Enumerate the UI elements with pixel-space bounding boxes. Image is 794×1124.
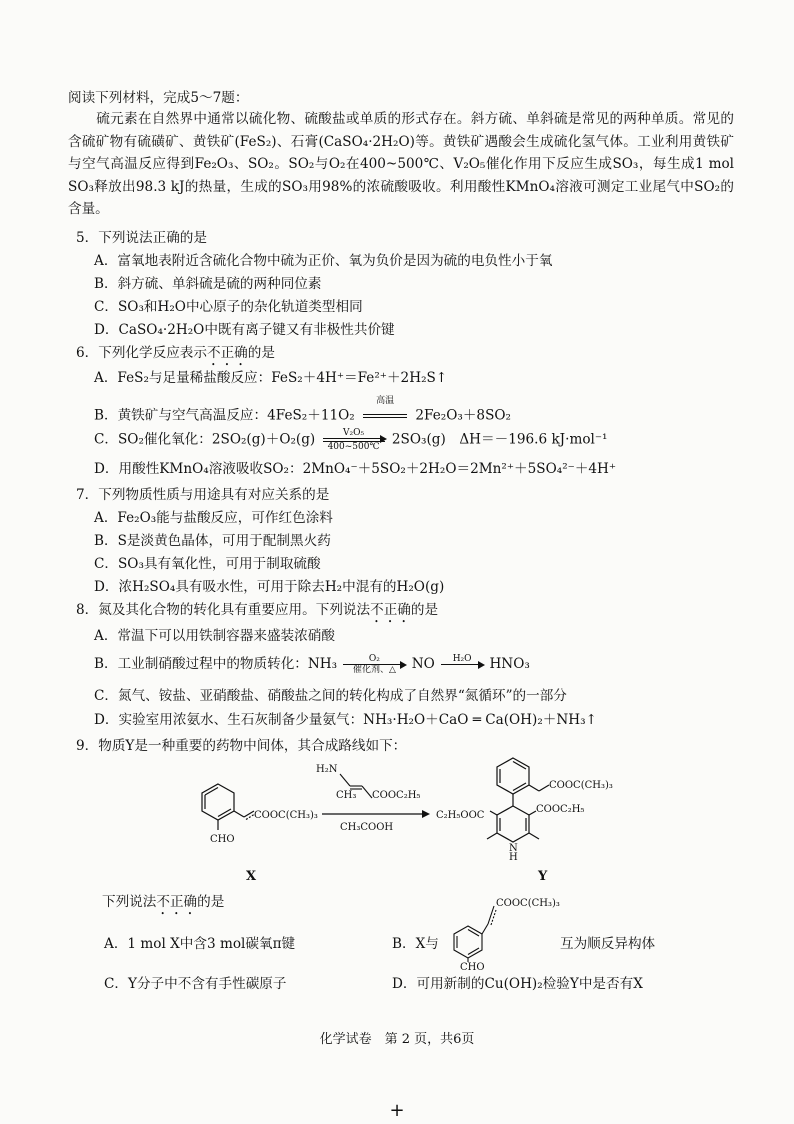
synthesis-scheme xyxy=(190,756,670,882)
q8-b-reagent-2: H₂O xyxy=(452,654,472,664)
q8-b-arrow-2 xyxy=(441,654,483,675)
q9-b-ester-label: COOC(CH₃)₃ xyxy=(496,898,560,909)
reagent-ester-label: COOC₂H₅ xyxy=(372,790,421,801)
y-ester-right-label: COOC₂H₅ xyxy=(536,804,585,815)
q8-stem-post: 的是 xyxy=(410,602,439,618)
reading-material-text: 硫元素在自然界中通常以硫化物、硫酸盐或单质的形式存在。斜方硫、单斜硫是常见的两种单质。常见的含硫矿物有硫磺矿、黄铁矿(FeS₂)、石膏(CaSO₄·2H₂O)等。黄铁矿遇酸会生成硫化氢气体。工业利用黄铁矿与空气高温反应得到Fe₂O₃、SO₂。SO₂与O₂在400~500℃、V₂O₅催化作用下反应生成SO₃，每生成1 mol SO₃释放出98.3 kJ的热量，生成的SO₃用98%的浓硫酸吸收。利用酸性KMnO₄溶液可测定工业尾气中SO₂的含量。 xyxy=(68,111,734,217)
compound-y-label: Y xyxy=(538,869,548,882)
x-cho-label: CHO xyxy=(210,834,235,845)
reagent-ch3-label: CH₃ xyxy=(336,790,357,801)
y-hydrogen-label: H xyxy=(509,852,518,863)
q8-b-reagent-1: O₂ xyxy=(368,654,380,664)
reagent-nh2-label: H₂N xyxy=(316,764,338,775)
page-footer: 化学试卷 第 2 页，共6页 xyxy=(319,1032,475,1047)
q6-option-d: D．用酸性KMnO₄溶液吸收SO₂：2MnO₄⁻＋5SO₂＋2H₂O＝2Mn²⁺＋5SO₄²⁻＋4H⁺ xyxy=(94,461,617,477)
q8-b-product: HNO₃ xyxy=(489,656,530,672)
q8-option-c: C．氮气、铵盐、亚硝酸盐、硝酸盐之间的转化构成了自然界“氮循环”的一部分 xyxy=(94,688,567,704)
q7-option-b: B．S是淡黄色晶体，可用于配制黑火药 xyxy=(94,533,331,549)
reagent-acid-label: CH₃COOH xyxy=(340,822,394,833)
y-nitrogen-label: N xyxy=(509,843,518,854)
q6-c-temperature: 400~500℃ xyxy=(327,442,380,452)
q9-option-b-post: 互为顺反异构体 xyxy=(560,936,656,952)
q9-option-b-pre: B．X与 xyxy=(392,936,439,952)
q9-b-cho-label: CHO xyxy=(460,962,485,972)
q8-option-d: D．实验室用浓氨水、生石灰制备少量氨气：NH₃·H₂O＋CaO ═ Ca(OH)₂＋NH₃↑ xyxy=(94,712,597,728)
q8-b-start: B．工业制硝酸过程中的物质转化：NH₃ xyxy=(94,656,338,672)
q7-option-c: C．SO₃具有氧化性，可用于制取硫酸 xyxy=(94,556,321,572)
q5-option-d: D．CaSO₄·2H₂O中既有离子键又有非极性共价键 xyxy=(94,322,395,338)
q6-option-c xyxy=(94,428,608,452)
q8-option-a: A．常温下可以用铁制容器来盛装浓硝酸 xyxy=(94,628,335,644)
q8-stem-pre: 8．氮及其化合物的转化具有重要应用。下列说法 xyxy=(76,602,371,618)
compound-y-structure xyxy=(487,758,549,842)
q8-stem xyxy=(76,600,438,626)
q9-option-c: C．Y分子中不含有手性碳原子 xyxy=(104,976,287,992)
compound-x-label: X xyxy=(246,869,257,882)
q5-option-b: B．斜方硫、单斜硫是硫的两种同位素 xyxy=(94,276,322,292)
q8-b-catalyst: 催化剂、△ xyxy=(352,665,396,675)
q6-c-equilibrium-arrow xyxy=(323,428,385,452)
q9-substem-emphasis: 不正确 xyxy=(156,894,198,910)
q5-stem: 5．下列说法正确的是 xyxy=(76,230,207,246)
q9-substem-pre: 下列说法 xyxy=(102,894,157,910)
q6-b-reactants: B．黄铁矿与空气高温反应：4FeS₂＋11O₂ xyxy=(94,407,355,424)
q7-stem: 7．下列物质性质与用途具有对应关系的是 xyxy=(76,487,330,503)
q6-option-a: A．FeS₂与足量稀盐酸反应：FeS₂＋4H⁺＝Fe²⁺＋2H₂S↑ xyxy=(94,370,448,386)
q6-stem-emphasis: 不正确 xyxy=(207,345,248,361)
q9-option-b-structure xyxy=(448,892,560,972)
q9-substem xyxy=(102,892,224,918)
q7-option-d: D．浓H₂SO₄具有吸水性，可用于除去H₂中混有的H₂O(g) xyxy=(94,579,445,595)
y-ester-top-label: COOC(CH₃)₃ xyxy=(549,780,613,791)
q5-option-a: A．富氧地表附近含硫化合物中硫为正价、氧为负价是因为硫的电负性小于氧 xyxy=(94,253,553,269)
q9-option-d: D．可用新制的Cu(OH)₂检验Y中是否有X xyxy=(392,976,643,992)
q5-option-c: C．SO₃和H₂O中心原子的杂化轨道类型相同 xyxy=(94,299,363,315)
registration-cross: + xyxy=(389,1100,405,1121)
q9-stem: 9．物质Y是一种重要的药物中间体，其合成路线如下： xyxy=(76,738,407,754)
q6-c-reactants: C．SO₂催化氧化：2SO₂(g)＋O₂(g) xyxy=(94,431,316,448)
q6-c-products: 2SO₃(g) ΔH＝－196.6 kJ·mol⁻¹ xyxy=(391,431,608,448)
x-ester-label: COOC(CH₃)₃ xyxy=(254,810,318,821)
q6-b-products: 2Fe₂O₃＋8SO₂ xyxy=(415,407,511,424)
q8-stem-emphasis: 不正确 xyxy=(370,602,411,618)
reading-material xyxy=(68,108,734,221)
compound-x-structure xyxy=(202,784,254,830)
q8-b-arrow-1 xyxy=(343,654,405,675)
q6-b-condition: 高温 xyxy=(376,396,395,406)
q6-c-catalyst: V₂O₅ xyxy=(343,428,365,438)
q6-stem-pre: 6．下列化学反应表示 xyxy=(76,345,207,361)
y-ester-left-label: C₂H₅OOC xyxy=(436,810,485,821)
section-intro: 阅读下列材料，完成5～7题： xyxy=(68,90,249,106)
q9-substem-post: 的是 xyxy=(197,894,225,910)
q8-option-b xyxy=(94,654,530,675)
q9-option-a: A．1 mol X中含3 mol碳氧π键 xyxy=(104,936,296,952)
q6-stem-post: 的是 xyxy=(247,345,275,361)
q8-b-intermediate: NO xyxy=(411,656,435,672)
q7-option-a: A．Fe₂O₃能与盐酸反应，可作红色涂料 xyxy=(94,510,333,526)
q6-stem xyxy=(76,343,275,369)
